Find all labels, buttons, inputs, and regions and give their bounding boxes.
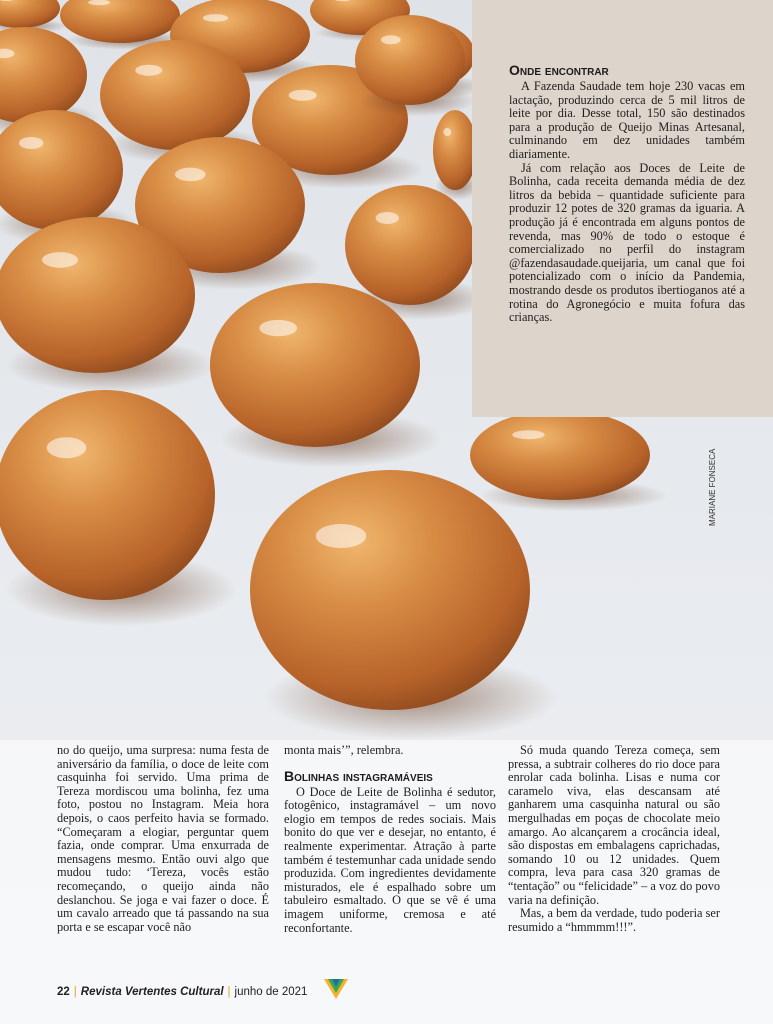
sidebar-paragraph: Já com relação aos Doces de Leite de Bolinha, cada receita demanda média de dez litros da bebida – quantidade suficiente para produzir 12 potes de 320 gramas da iguaria. A produção já é encontrada em alguns pontos de revenda, mas 90% de todo o estoque é comercializado no perfil do instagram @fazendasaudade.queijaria, um canal que foi potencializado com o início da Pandemia, mostrando desde os produtos ibertioganos até a rotina do Agronegócio e muita fofura das crianças.: [509, 160, 745, 325]
sidebar-paragraph: A Fazenda Saudade tem hoje 230 vacas em lactação, produzindo cerca de 5 mil litros de leite por dia. Desse total, 150 são destinados para a produção de Queijo Minas Artesanal, culminando em dez unidades também diariamente.: [509, 79, 745, 161]
magazine-name: Revista Vertentes Cultural: [80, 986, 224, 998]
article-column-3: [508, 744, 720, 934]
issue-date: junho de 2021: [234, 986, 308, 998]
article-paragraph: Só muda quando Tereza começa, sem pressa, a subtrair colheres do rio doce para enrolar cada bolinha. Lisas e numa cor caramelo viva, elas descansam até ganharem uma casquinha natural ou são mergulhadas em poças de chocolate meio amargo. Ao alcançarem a crocância ideal, são dispostas em embalagens caprichadas, somando 10 ou 12 unidades. Quem compra, leva para casa 320 gramas de “tentação” ou “felicidade” – a voz do povo varia na definição.: [508, 743, 720, 907]
magazine-logo-icon: [322, 975, 350, 1003]
photo-credit-text: MARIANE FONSECA: [708, 448, 717, 526]
article-paragraph: Mas, a bem da verdade, tudo poderia ser resumido a “hmmmm!!!”.: [508, 906, 720, 934]
photo-credit: [708, 442, 728, 526]
page-footer: 22 | Revista Vertentes Cultural | junho de 2021: [57, 986, 308, 998]
article-column-2: [284, 744, 496, 935]
sidebar-title: Onde encontrar: [509, 62, 609, 78]
article-paragraph: monta mais’”, relembra.: [284, 743, 404, 757]
article-column-1: [57, 744, 269, 934]
article-paragraph: O Doce de Leite de Bolinha é sedutor, fotogênico, instagramável – um novo elogio em tempos de redes sociais. Mais bonito do que ver e desejar, no entanto, é realmente experimentar. Atração à parte também é testemunhar cada unidade sendo produzida. Com ingredientes devidamente misturados, ele é espalhado sobre um tabuleiro esmaltado. O que se vê é uma imagem uniforme, cremosa e até reconfortante.: [284, 784, 496, 935]
sidebar-content: [509, 62, 745, 325]
article-paragraph: no do queijo, uma surpresa: numa festa de aniversário da família, o doce de leite com casquinha foi servido. Uma prima de Tereza mordiscou uma bolinha, fez uma foto, postou no Instagram. Meia hora depois, o caos perfeito havia se formado. “Começaram a elogiar, perguntar quem fazia, onde comprar. Uma enxurrada de mensagens mesmo. Então ouvi algo que mudou tudo: ‘Tereza, vocês estão recomeçando, o queijo ainda não deslanchou. Se joga e vai fazer o doce. É um cavalo arreado que tá passando na sua porta e se escapar você não: [57, 743, 269, 934]
page-number: 22: [57, 986, 70, 998]
section-heading: Bolinhas instagramáveis: [284, 767, 433, 784]
